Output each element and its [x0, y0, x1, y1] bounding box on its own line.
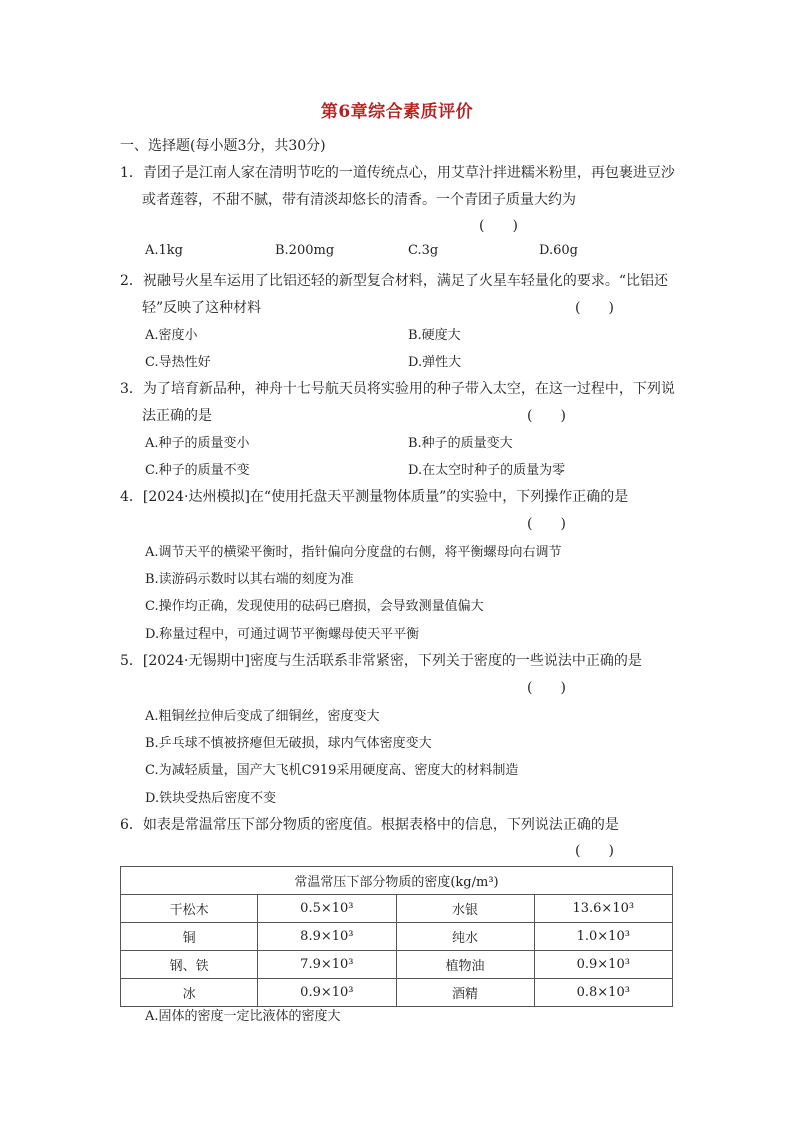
option-b: B.200mg: [275, 243, 335, 258]
question-text: 4．[2024·达州模拟]在“使用托盘天平测量物体质量”的实验中，下列操作正确的是: [120, 489, 629, 505]
option-d: D.称量过程中，可通过调节平衡螺母使天平平衡: [145, 627, 420, 642]
table-cell: 酒精: [396, 979, 534, 1007]
table-cell: 0.9×10³: [258, 979, 396, 1007]
table-caption: 常温常压下部分物质的密度(kg/m³): [121, 867, 673, 895]
option-a: A.调节天平的横梁平衡时，指针偏向分度盘的右侧，将平衡螺母向右调节: [145, 545, 562, 560]
density-table: [120, 866, 673, 1007]
option-c: C.3g: [408, 243, 439, 258]
option-c: C.导热性好: [145, 355, 211, 370]
table-cell: 0.9×10³: [534, 951, 672, 979]
option-a: A.1kg: [145, 243, 183, 258]
table-row: [121, 951, 673, 979]
question-text: 3．为了培育新品种，神舟十七号航天员将实验用的种子带入太空，在这一过程中，下列说: [120, 381, 675, 397]
question-text: 2．祝融号火星车运用了比铝还轻的新型复合材料，满足了火星车轻量化的要求。“比铝还: [120, 273, 669, 289]
option-d: D.铁块受热后密度不变: [145, 791, 277, 806]
question-text: 1．青团子是江南人家在清明节吃的一道传统点心，用艾草汁拌进糯米粉里，再包裹进豆沙: [120, 165, 675, 181]
answer-blank: ( ): [479, 218, 518, 234]
table-header-row: [121, 867, 673, 895]
table-row: [121, 895, 673, 923]
option-b: B.硬度大: [408, 328, 461, 343]
answer-blank: ( ): [575, 843, 614, 859]
table-cell: 冰: [121, 979, 258, 1007]
option-c: C.操作均正确，发现使用的砝码已磨损，会导致测量值偏大: [145, 599, 484, 614]
option-b: B.乒乓球不慎被挤瘪但无破损，球内气体密度变大: [145, 736, 432, 751]
page-title: 第6章综合素质评价: [320, 102, 474, 122]
answer-blank: ( ): [575, 300, 614, 316]
option-d: D.60g: [539, 243, 578, 258]
table-cell: 0.8×10³: [534, 979, 672, 1007]
option-a: A.粗铜丝拉伸后变成了细铜丝，密度变大: [145, 709, 380, 724]
option-a: A.密度小: [145, 328, 198, 343]
option-a: A.固体的密度一定比液体的密度大: [145, 1009, 341, 1024]
table-row: [121, 923, 673, 951]
table-cell: 纯水: [396, 923, 534, 951]
table-cell: 植物油: [396, 951, 534, 979]
table-cell: 干松木: [121, 895, 258, 923]
table-cell: 13.6×10³: [534, 895, 672, 923]
answer-blank: ( ): [527, 408, 566, 424]
option-a: A.种子的质量变小: [145, 436, 250, 451]
table-cell: 铜: [121, 923, 258, 951]
option-b: B.读游码示数时以其右端的刻度为准: [145, 572, 354, 587]
table-cell: 7.9×10³: [258, 951, 396, 979]
option-b: B.种子的质量变大: [408, 436, 513, 451]
answer-blank: ( ): [527, 516, 566, 532]
question-text: 6．如表是常温常压下部分物质的密度值。根据表格中的信息，下列说法正确的是: [120, 817, 619, 833]
section-heading: 一、选择题(每小题3分，共30分): [120, 138, 326, 154]
table-cell: 1.0×10³: [534, 923, 672, 951]
question-text: 或者莲蓉，不甜不腻，带有清淡却悠长的清香。一个青团子质量大约为: [142, 192, 576, 208]
answer-blank: ( ): [527, 680, 566, 696]
option-c: C.为减轻质量，国产大飞机C919采用硬度高、密度大的材料制造: [145, 763, 519, 778]
table-cell: 8.9×10³: [258, 923, 396, 951]
table-cell: 0.5×10³: [258, 895, 396, 923]
table-cell: 钢、铁: [121, 951, 258, 979]
question-text: 轻”反映了这种材料: [142, 300, 262, 316]
table-row: [121, 979, 673, 1007]
question-text: 法正确的是: [142, 408, 212, 424]
option-c: C.种子的质量不变: [145, 463, 250, 478]
question-text: 5．[2024·无锡期中]密度与生活联系非常紧密，下列关于密度的一些说法中正确的是: [120, 653, 642, 669]
option-d: D.弹性大: [408, 355, 462, 370]
table-cell: 水银: [396, 895, 534, 923]
option-d: D.在太空时种子的质量为零: [408, 463, 566, 478]
